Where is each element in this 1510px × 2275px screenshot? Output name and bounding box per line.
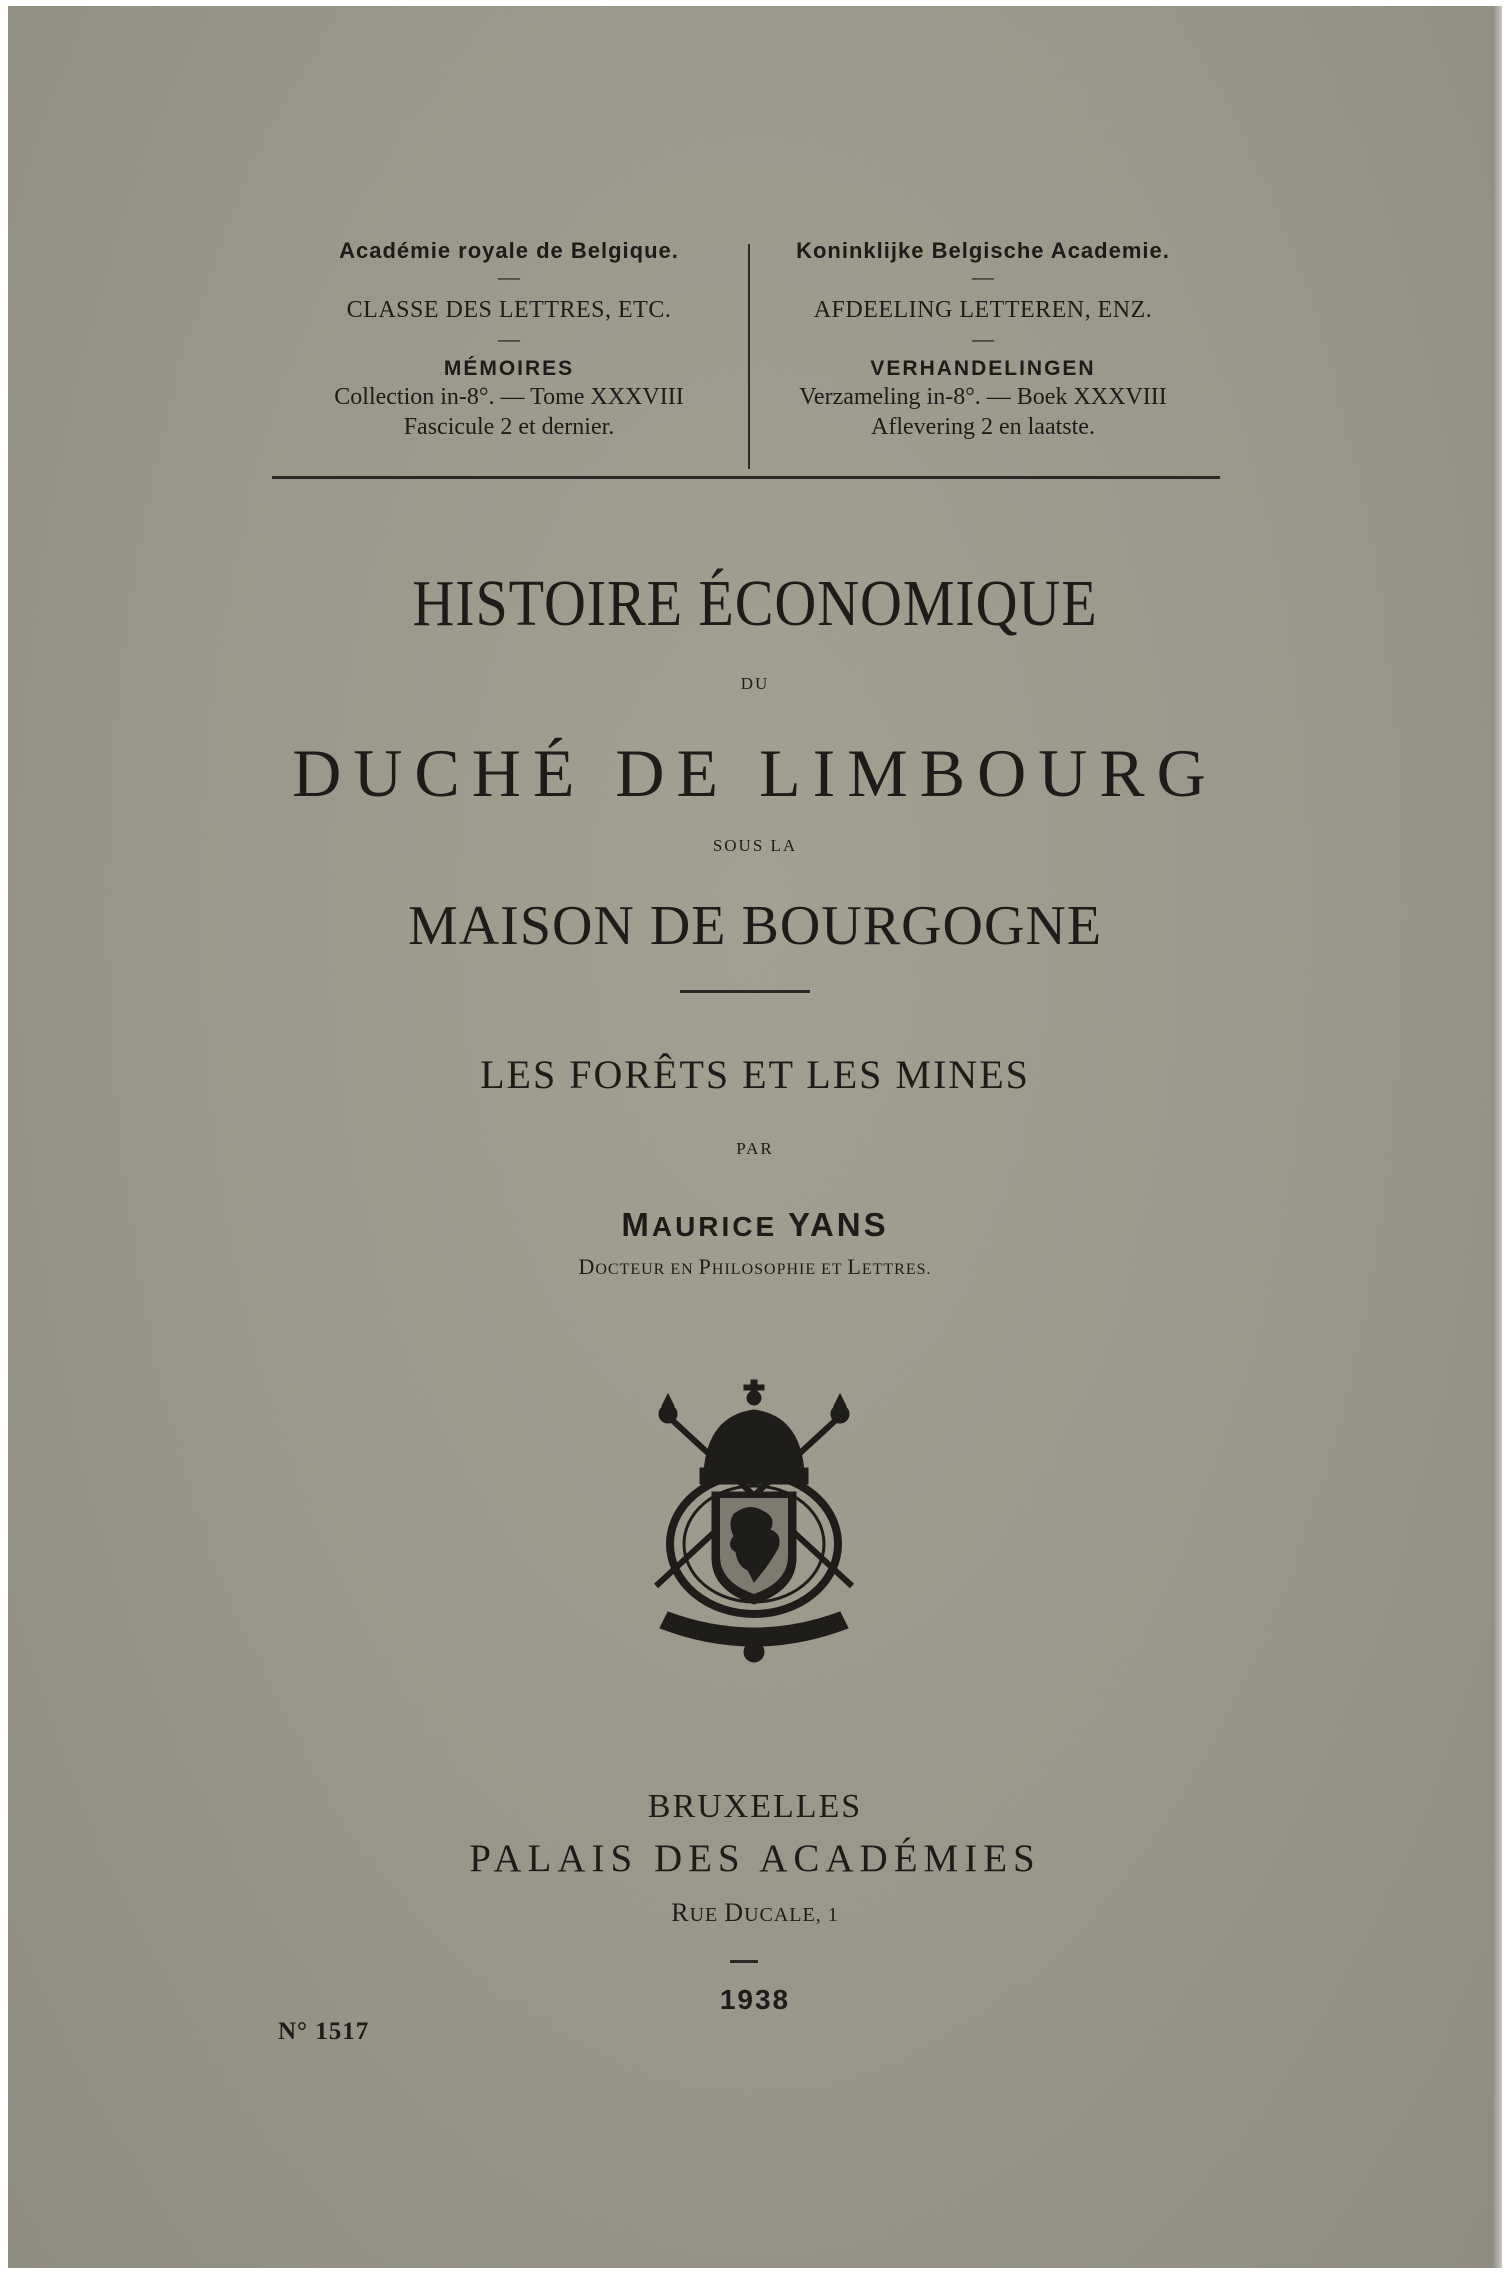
address-part: UCALE, 1 [744,1904,839,1926]
subtitle: LES FORÊTS ET LES MINES [480,1052,1030,1097]
degree-part: OCTEUR EN [595,1261,699,1278]
institution-name-fr: Académie royale de Belgique. [339,238,679,263]
author-par: PAR [736,1139,774,1158]
address-part: D [724,1898,745,1927]
collection-nl: Verzameling in-8°. — Boek XXXVIII [799,384,1167,410]
degree-part: P [698,1254,712,1279]
author-first-rest: AURICE [651,1211,778,1242]
degree-part: D [578,1254,596,1279]
degree-part: ETTRES. [861,1261,932,1278]
header-dash: — [498,264,520,289]
title-line-1: HISTOIRE ÉCONOMIQUE [412,567,1098,640]
title-connector-du: DU [740,674,770,693]
title-connector-sous-la: SOUS LA [712,836,798,855]
author-name [8,1206,1502,1244]
header-dash: — [498,326,520,351]
author-initial: M [621,1206,652,1243]
publisher-name: PALAIS DES ACADÉMIES [469,1837,1041,1880]
header-dash: — [972,264,994,289]
author-last-name: YANS [787,1206,889,1243]
address-part: UE [689,1904,725,1926]
title-rule [680,990,810,993]
academy-header [272,236,1220,468]
class-name-nl: AFDEELING LETTEREN, ENZ. [813,297,1153,323]
class-name-fr: CLASSE DES LETTRES, ETC. [346,297,672,323]
publisher-city: BRUXELLES [647,1788,863,1825]
header-rule [272,476,1220,479]
address-part: R [671,1898,690,1927]
collection-fr: Collection in-8°. — Tome XXXVIII [334,384,684,410]
publication-year: 1938 [719,1984,791,2015]
book-cover [8,6,1502,2268]
title-line-3: MAISON DE BOURGOGNE [407,895,1103,957]
publisher-address [8,1898,1502,1928]
header-french-column [272,236,746,442]
institution-name-nl: Koninklijke Belgische Academie. [796,238,1170,263]
series-name-nl: VERHANDELINGEN [870,357,1096,380]
series-name-fr: MÉMOIRES [443,357,575,380]
fascicle-fr: Fascicule 2 et dernier. [403,414,615,440]
belgian-royal-arms-icon [638,1376,870,1666]
degree-part: HILOSOPHIE ET [711,1261,848,1278]
title-line-2: DUCHÉ DE LIMBOURG [292,735,1218,811]
header-dutch-column [746,236,1220,442]
year-dash [730,1960,758,1963]
author-degree [8,1254,1502,1280]
degree-part: L [847,1254,862,1279]
series-number: N° 1517 [278,2018,370,2045]
fascicle-nl: Aflevering 2 en laatste. [871,414,1095,440]
header-dash: — [972,326,994,351]
